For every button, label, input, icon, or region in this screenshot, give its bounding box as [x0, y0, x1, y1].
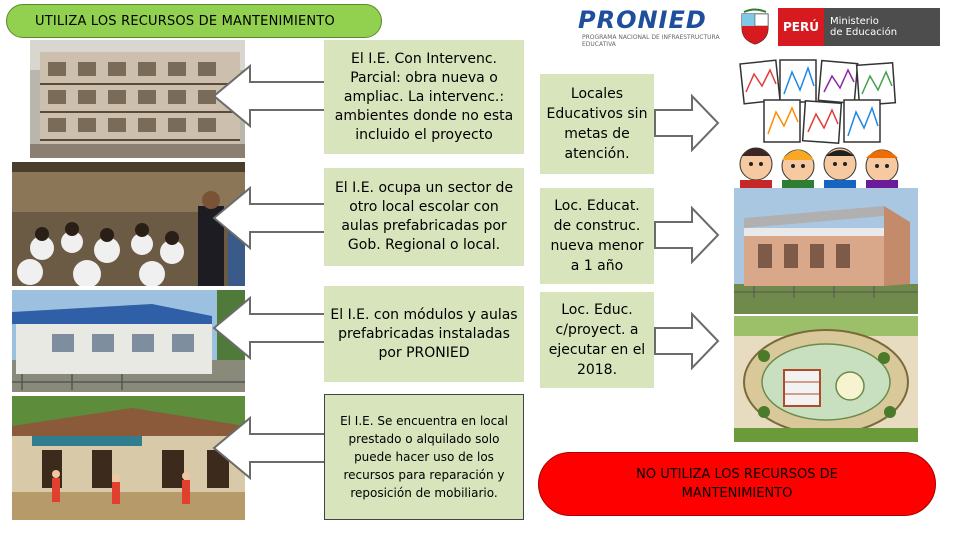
- peru-coat-of-arms-icon: [738, 8, 772, 46]
- left-item-text: El I.E. Se encuentra en local prestado o alquilado solo puede hacer uso de los recursos para reparación y reposición de mobiliario.: [340, 414, 508, 500]
- no-utiliza-text: NO UTILIZA LOS RECURSOS DE MANTENIMIENTO: [636, 467, 838, 501]
- left-arrow-icon: [212, 296, 336, 360]
- title-banner: [6, 4, 382, 38]
- left-item-text: El I.E. Con Intervenc. Parcial: obra nueva o ampliac. La intervenc.: ambientes donde no esta incluido el proyecto: [334, 50, 514, 143]
- new-school-building-photo: [734, 188, 918, 314]
- right-item-text: Loc. Educat. de construc. nueva menor a 1 año: [550, 198, 644, 274]
- analysts-charts-illustration: [734, 56, 904, 190]
- no-utiliza-badge: [538, 452, 936, 516]
- left-item-text: El I.E. ocupa un sector de otro local escolar con aulas prefabricadas por Gob. Regional o local.: [334, 180, 514, 253]
- right-arrow-icon: [654, 94, 720, 152]
- left-arrow-icon: [212, 416, 336, 480]
- right-item-box: [540, 74, 654, 174]
- left-arrow-icon: [212, 186, 336, 250]
- left-item-box: [324, 394, 524, 520]
- left-item-box: [324, 286, 524, 382]
- right-item-text: Locales Educativos sin metas de atención.: [546, 86, 648, 162]
- rented-school-photo: [12, 396, 245, 520]
- page-title: UTILIZA LOS RECURSOS DE MANTENIMIENTO: [35, 13, 335, 29]
- right-item-box: [540, 188, 654, 284]
- left-item-text: El I.E. con módulos y aulas prefabricadas instaladas por PRONIED: [330, 306, 518, 361]
- left-item-box: [324, 40, 524, 154]
- classroom-students-photo: [12, 162, 245, 286]
- right-arrow-icon: [654, 206, 720, 264]
- ministry-line1: Ministerio: [830, 16, 879, 27]
- pronied-subtitle: PROGRAMA NACIONAL DE INFRAESTRUCTURA EDUCATIVA: [582, 34, 720, 48]
- right-item-box: [540, 292, 654, 388]
- school-plan-drawing: [734, 316, 918, 442]
- peru-badge: PERÚ: [778, 8, 824, 46]
- right-arrow-icon: [654, 312, 720, 370]
- ministry-line2: de Educación: [830, 27, 898, 38]
- pronied-wordmark: PRONIED: [578, 6, 707, 34]
- left-arrow-icon: [212, 64, 336, 128]
- right-item-text: Loc. Educ. c/proyect. a ejecutar en el 2018.: [548, 302, 646, 378]
- pronied-logo: [576, 6, 726, 48]
- ministry-badge: [824, 8, 940, 46]
- logo-bar: [572, 4, 940, 50]
- prefab-module-photo: [12, 290, 245, 392]
- left-item-box: [324, 168, 524, 266]
